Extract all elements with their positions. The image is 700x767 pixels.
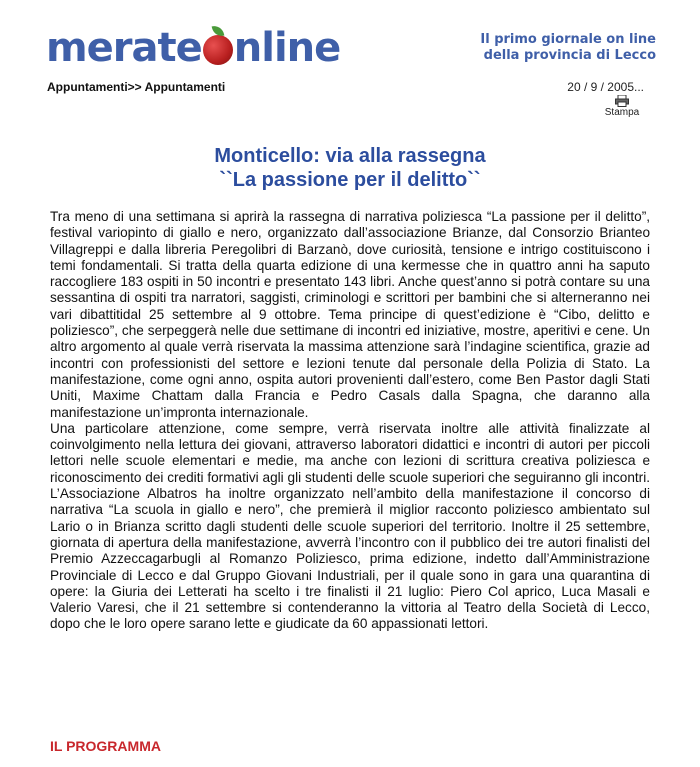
article-title-line1: Monticello: via alla rassegna xyxy=(214,145,486,167)
logo-text-right: nline xyxy=(233,25,341,71)
tagline-line2: della provincia di Lecco xyxy=(483,48,656,63)
article-paragraph: Una particolare attenzione, come sempre, verrà riservata inoltre alle attività finalizzate al coinvolgimento nella lettura dei giovani, attraverso laboratori didattici e incontri di autori per piccoli lettori nelle scuole elementari e medie, ma anche con lezioni di scrittura creativa poliziesca e riconoscimento dei crediti formativi agli gli studenti delle scuole superiori che seguiranno gli incontri. L’Associazione Albatros ha inoltre organizzato nell’ambito della manifestazione il concorso di narrativa “La scuola in giallo e nero”, che premierà il miglior racconto poliziesco ambientato sul Lario o in Brianza scritto dagli studenti delle scuole superiori del territorio. Inoltre il 25 settembre, giornata di apertura della manifestazione, avverrà l’incontro con il pubblico dei tre autori finalisti del Premio Azzeccagarbugli al Romanzo Poliziesco, prima edizione, indetto dall’Amministrazione Provinciale di Lecco e dal Gruppo Giovani Industriali, per il quale sono in gara una quarantina di opere: la Giuria dei Letterati ha scelto i tre finalisti il 21 luglio: Piero Col aprico, Luca Masali e Valerio Varesi, che il 21 settembre si contenderanno la vittoria al Teatro della Società di Lecco, dopo che le loro opere sarano lette e giudicate da 60 appassionati lettori. xyxy=(50,420,650,632)
article-date: 20 / 9 / 2005... xyxy=(567,80,644,94)
printer-icon xyxy=(615,95,629,107)
breadcrumb xyxy=(47,80,225,94)
tagline-line1: Il primo giornale on line xyxy=(480,32,656,47)
article-paragraph: Tra meno di una settimana si aprirà la rassegna di narrativa poliziesca “La passione per il delitto”, festival variopinto di giallo e nero, organizzato dall’associazione Brianze, dal Consorzio Brianteo Villagreppi e dalla libreria Peregolibri di Barzanò, dove curiosità, tensione e intrigo costituiscono i temi fondamentali. Si tratta della quarta edizione di una kermesse che in quattro anni ha saputo raccogliere 183 ospiti in 50 incontri e presentato 143 libri. Anche quest’anno si potrà contare su una sessantina di ospiti tra narratori, saggisti, criminologi e scrittori per bambini che si alterneranno nei vari dibattitidal 25 settembre al 9 ottobre. Tema principe di quest’edizione è “Cibo, delitto e poliziesco”, che serpeggerà nelle due settimane di incontri ed iniziative, mostre, aperitivi e cene. Un altro argomento al quale verrà riservata la massima attenzione sarà l’indagine scientifica, grazie ad incontri con professionisti del settore e lezioni tenute dal personale della Polizia di Stato. La manifestazione, come ogni anno, ospita autori provenienti dall’estero, come Ben Pastor dagli Stati Uniti, Maxime Chattam dalla Francia e Pedro Casals dalla Spagna, che daranno alla manifestazione un’impronta internazionale. xyxy=(50,209,650,420)
breadcrumb-item-appuntamenti[interactable]: Appuntamenti xyxy=(47,80,128,94)
print-button[interactable] xyxy=(602,95,642,118)
site-tagline xyxy=(416,32,656,64)
site-logo[interactable] xyxy=(46,24,340,72)
site-header xyxy=(0,0,700,80)
article-title xyxy=(50,144,650,192)
article-title-line2: ``La passione per il delitto`` xyxy=(219,169,481,191)
article-body xyxy=(50,209,650,633)
print-label: Stampa xyxy=(604,107,640,118)
apple-icon xyxy=(203,35,233,65)
breadcrumb-separator: >> xyxy=(127,80,145,94)
programma-heading[interactable]: IL PROGRAMMA xyxy=(50,738,161,754)
logo-text-left: merate xyxy=(46,25,202,71)
breadcrumb-item-appuntamenti-current[interactable]: Appuntamenti xyxy=(144,80,226,94)
